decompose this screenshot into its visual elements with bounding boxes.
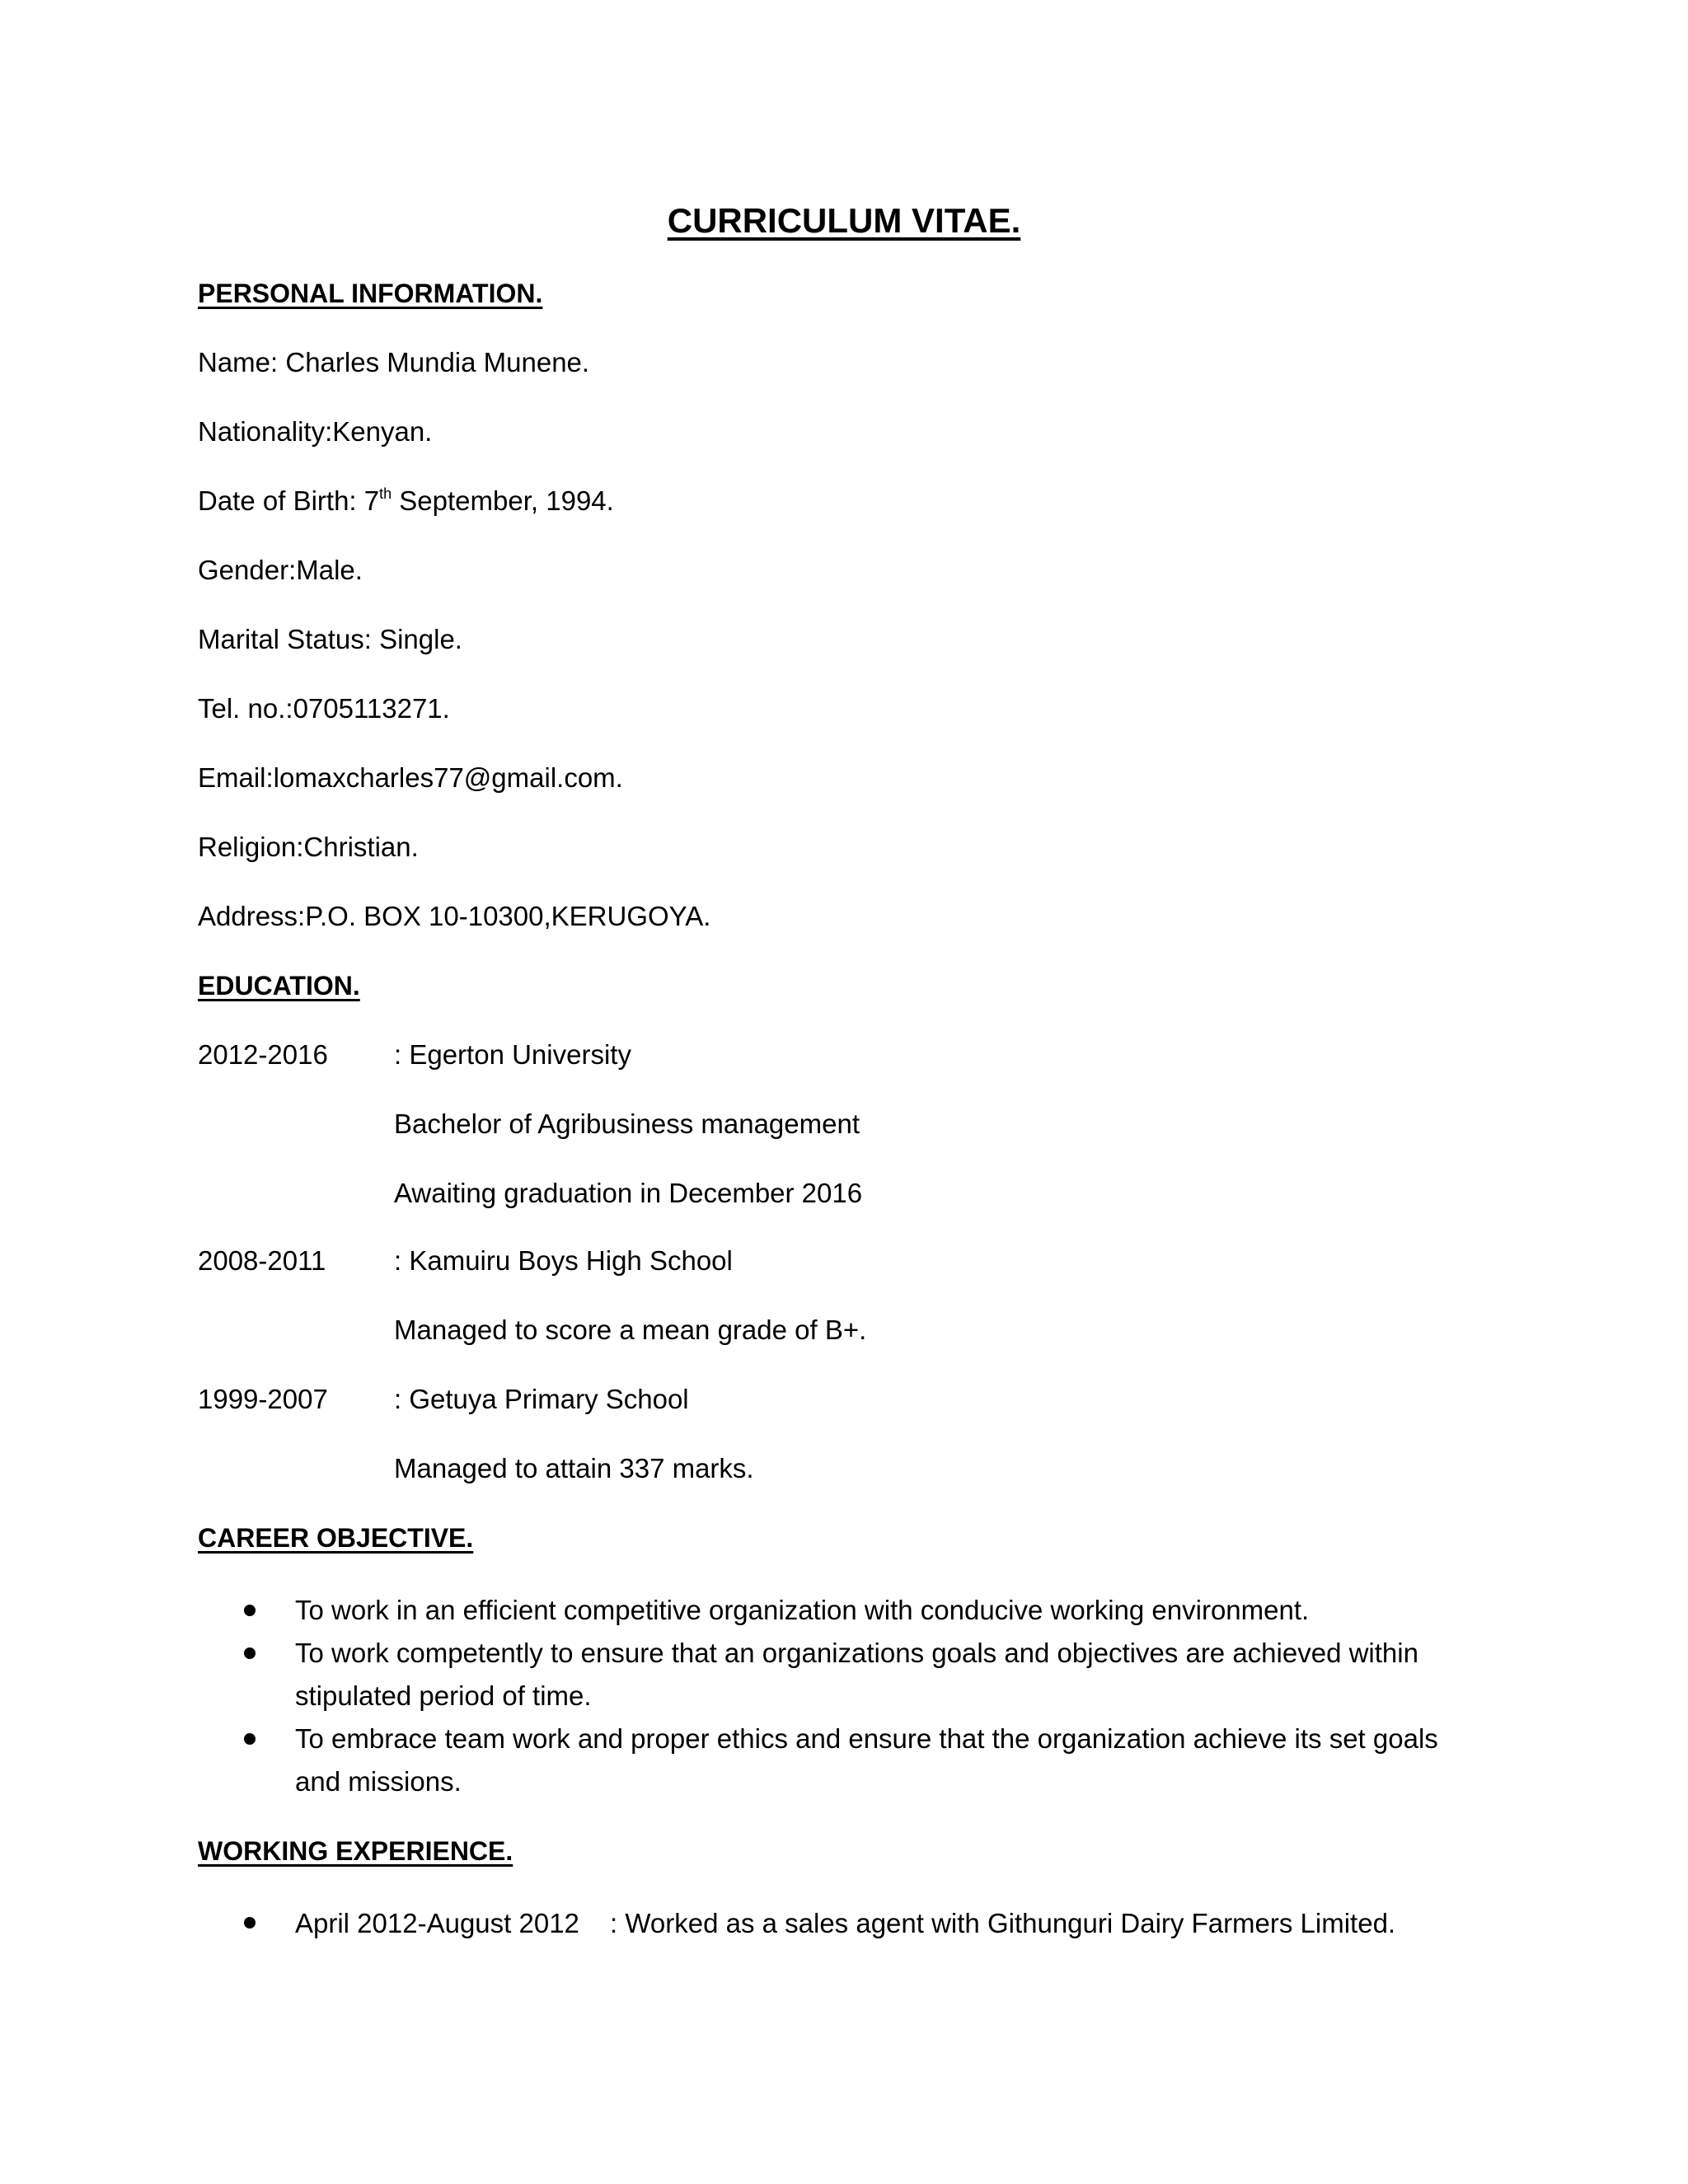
- career-objective-item: To work in an efficient competitive organization with conducive working environment.: [295, 1595, 1310, 1625]
- career-objective-item: To embrace team work and proper ethics and ensure that the organization achieve its set goals and missions.: [295, 1723, 1438, 1797]
- bullet-icon: [244, 1917, 256, 1929]
- education-years: 2012-2016: [198, 1039, 328, 1070]
- dob-prefix: Date of Birth: 7: [198, 485, 380, 516]
- career-objective-item: To work competently to ensure that an organizations goals and objectives are achieved within stipulated period of time.: [295, 1638, 1418, 1711]
- education-years: 2008-2011: [198, 1245, 326, 1276]
- education-detail: Managed to score a mean grade of B+.: [394, 1315, 867, 1345]
- personal-name: Name: Charles Mundia Munene.: [198, 347, 590, 377]
- education-heading: EDUCATION.: [198, 971, 360, 1001]
- personal-marital-status: Marital Status: Single.: [198, 624, 462, 654]
- personal-date-of-birth: [198, 483, 614, 519]
- personal-gender: Gender:Male.: [198, 555, 363, 585]
- bullet-icon: [244, 1605, 256, 1616]
- bullet-icon: [244, 1733, 256, 1745]
- education-institution: : Kamuiru Boys High School: [394, 1245, 733, 1276]
- experience-description: : Worked as a sales agent with Githunguri Dairy Farmers Limited.: [610, 1908, 1396, 1938]
- personal-telephone: Tel. no.:0705113271.: [198, 693, 450, 724]
- document-title: CURRICULUM VITAE.: [667, 201, 1021, 240]
- personal-info-heading: PERSONAL INFORMATION.: [198, 279, 543, 308]
- personal-address: Address:P.O. BOX 10-10300,KERUGOYA.: [198, 901, 711, 931]
- career-objective-heading: CAREER OBJECTIVE.: [198, 1523, 474, 1553]
- education-detail: Bachelor of Agribusiness management: [394, 1108, 860, 1139]
- dob-suffix: September, 1994.: [392, 485, 614, 516]
- personal-nationality: Nationality:Kenyan.: [198, 416, 433, 447]
- personal-religion: Religion:Christian.: [198, 832, 419, 862]
- working-experience-heading: WORKING EXPERIENCE.: [198, 1836, 513, 1866]
- education-years: 1999-2007: [198, 1384, 328, 1414]
- bullet-icon: [244, 1647, 256, 1659]
- education-detail: Awaiting graduation in December 2016: [394, 1178, 863, 1208]
- personal-email: Email:lomaxcharles77@gmail.com.: [198, 762, 623, 793]
- education-institution: : Getuya Primary School: [394, 1384, 689, 1414]
- education-detail: Managed to attain 337 marks.: [394, 1453, 754, 1483]
- education-institution: : Egerton University: [394, 1039, 631, 1070]
- experience-period: April 2012-August 2012: [295, 1908, 579, 1938]
- dob-superscript: th: [379, 485, 392, 502]
